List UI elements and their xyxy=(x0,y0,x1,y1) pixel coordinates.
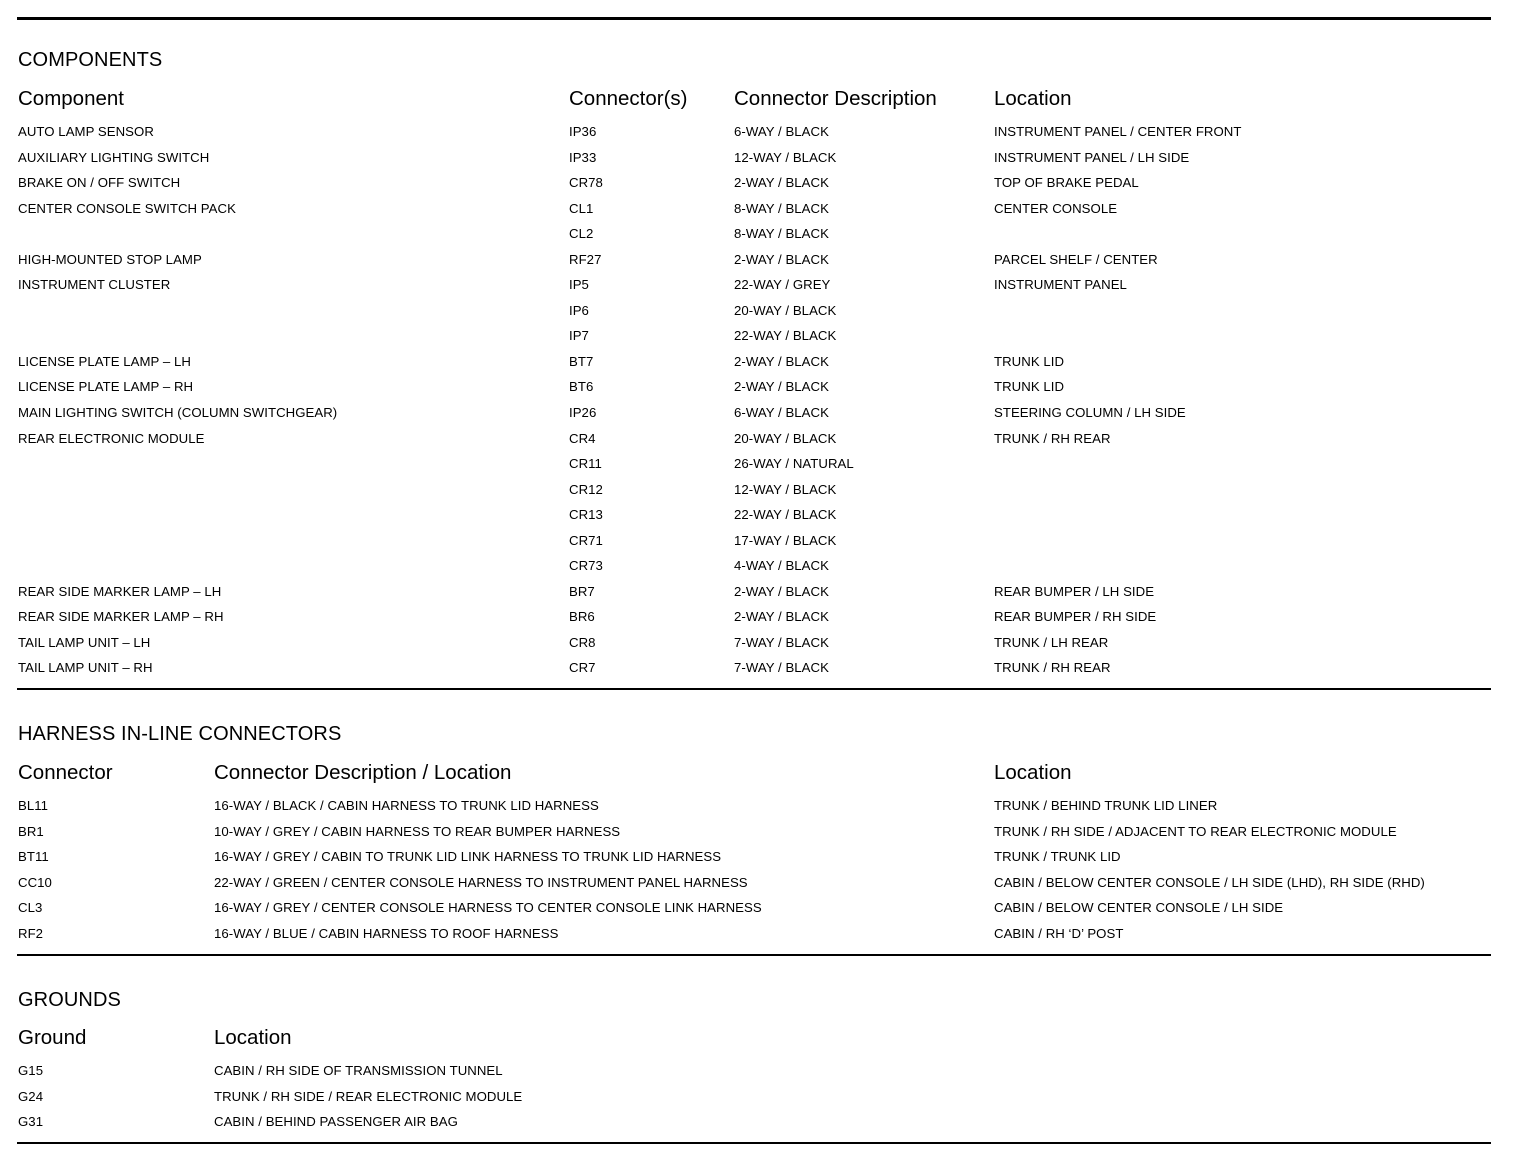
ground-id-cell: G31 xyxy=(18,1114,44,1130)
table-row xyxy=(0,1113,1520,1139)
table-row xyxy=(0,608,1520,634)
connector-id-cell: BT6 xyxy=(569,379,594,395)
table-row xyxy=(0,378,1520,404)
location-cell: TOP OF BRAKE PEDAL xyxy=(994,175,1139,191)
table-row xyxy=(0,506,1520,532)
location-cell: PARCEL SHELF / CENTER xyxy=(994,251,1158,267)
connector-id-cell: BT7 xyxy=(569,353,594,369)
table-row xyxy=(0,276,1520,302)
table-row xyxy=(0,404,1520,430)
connector-description-cell: 16-WAY / BLACK / CABIN HARNESS TO TRUNK LID HARNESS xyxy=(214,798,599,813)
connector-description-cell: 20-WAY / BLACK xyxy=(734,430,837,446)
location-cell: TRUNK LID xyxy=(994,353,1065,369)
table-row xyxy=(0,327,1520,353)
components-table-body xyxy=(0,123,1520,685)
connector-id-cell: CL3 xyxy=(18,900,43,916)
connector-id-cell: CR13 xyxy=(569,507,603,523)
grounds-table-body xyxy=(0,1062,1520,1139)
connector-description-cell: 16-WAY / GREY / CABIN TO TRUNK LID LINK HARNESS TO TRUNK LID HARNESS xyxy=(214,849,722,865)
component-name-cell: BRAKE ON / OFF SWITCH xyxy=(18,175,181,191)
connector-id-cell: CR8 xyxy=(569,634,596,650)
connector-id-cell: CL1 xyxy=(569,200,594,216)
connector-description-cell: 8-WAY / BLACK xyxy=(734,200,829,216)
grounds-header-row xyxy=(0,1025,1520,1051)
table-row xyxy=(0,1088,1520,1114)
location-cell: TRUNK / RH REAR xyxy=(994,660,1111,676)
connector-id-cell: CR7 xyxy=(569,660,596,676)
connector-id-cell: BR7 xyxy=(569,583,595,599)
location-cell: TRUNK / RH SIDE / REAR ELECTRONIC MODULE xyxy=(214,1088,523,1104)
harness-table-body xyxy=(0,797,1520,950)
connector-description-cell: 26-WAY / NATURAL xyxy=(734,456,854,472)
header-connectors: Connector(s) xyxy=(569,87,688,110)
top-rule xyxy=(17,17,1491,20)
connector-id-cell: BT11 xyxy=(18,849,49,865)
connector-description-cell: 2-WAY / BLACK xyxy=(734,583,829,599)
table-row xyxy=(0,123,1520,149)
connector-id-cell: CR11 xyxy=(569,456,602,472)
component-name-cell: REAR SIDE MARKER LAMP – LH xyxy=(18,583,222,599)
table-row xyxy=(0,797,1520,823)
component-name-cell: AUTO LAMP SENSOR xyxy=(18,124,154,139)
table-row xyxy=(0,634,1520,660)
table-row xyxy=(0,353,1520,379)
connector-id-cell: BR1 xyxy=(18,823,44,839)
connector-description-cell: 12-WAY / BLACK xyxy=(734,481,837,497)
connector-description-cell: 4-WAY / BLACK xyxy=(734,558,829,574)
component-name-cell: AUXILIARY LIGHTING SWITCH xyxy=(18,149,210,165)
harness-title: HARNESS IN-LINE CONNECTORS xyxy=(18,723,342,745)
connector-description-cell: 6-WAY / BLACK xyxy=(734,124,829,139)
table-row xyxy=(0,251,1520,277)
table-row xyxy=(0,430,1520,456)
table-row xyxy=(0,225,1520,251)
connector-description-cell: 20-WAY / BLACK xyxy=(734,302,837,318)
connector-id-cell: CC10 xyxy=(18,874,52,890)
connector-id-cell: IP6 xyxy=(569,302,589,318)
connector-description-cell: 2-WAY / BLACK xyxy=(734,609,829,625)
connector-description-cell: 22-WAY / GREY xyxy=(734,277,831,293)
header-connector-description-location: Connector Description / Location xyxy=(214,761,512,784)
connector-description-cell: 22-WAY / BLACK xyxy=(734,507,837,523)
table-row xyxy=(0,557,1520,583)
component-name-cell: MAIN LIGHTING SWITCH (COLUMN SWITCHGEAR) xyxy=(18,405,338,421)
location-cell: CENTER CONSOLE xyxy=(994,200,1118,216)
location-cell: CABIN / RH ‘D’ POST xyxy=(994,925,1124,941)
location-cell: STEERING COLUMN / LH SIDE xyxy=(994,405,1186,421)
table-row xyxy=(0,659,1520,685)
location-cell: INSTRUMENT PANEL xyxy=(994,277,1127,293)
components-title: COMPONENTS xyxy=(18,49,163,71)
connector-id-cell: CR73 xyxy=(569,558,603,574)
connector-description-cell: 10-WAY / GREY / CABIN HARNESS TO REAR BUMPER HARNESS xyxy=(214,823,621,839)
connector-description-cell: 2-WAY / BLACK xyxy=(734,175,829,191)
location-cell: TRUNK / BEHIND TRUNK LID LINER xyxy=(994,798,1218,813)
component-name-cell: TAIL LAMP UNIT – LH xyxy=(18,634,151,650)
table-row xyxy=(0,583,1520,609)
table-row xyxy=(0,302,1520,328)
connector-description-cell: 2-WAY / BLACK xyxy=(734,379,829,395)
connector-id-cell: RF27 xyxy=(569,251,602,267)
table-row xyxy=(0,925,1520,951)
header-location: Location xyxy=(994,87,1072,110)
component-name-cell: LICENSE PLATE LAMP – RH xyxy=(18,379,194,395)
location-cell: CABIN / RH SIDE OF TRANSMISSION TUNNEL xyxy=(214,1063,503,1078)
location-cell: CABIN / BELOW CENTER CONSOLE / LH SIDE xyxy=(994,900,1284,916)
section-divider-2 xyxy=(17,954,1491,956)
connector-description-cell: 17-WAY / BLACK xyxy=(734,532,837,548)
connector-id-cell: BR6 xyxy=(569,609,595,625)
connector-id-cell: CR4 xyxy=(569,430,596,446)
connector-description-cell: 12-WAY / BLACK xyxy=(734,149,837,165)
connector-id-cell: IP33 xyxy=(569,149,597,165)
section-divider-1 xyxy=(17,688,1491,690)
connector-id-cell: IP5 xyxy=(569,277,589,293)
location-cell: REAR BUMPER / LH SIDE xyxy=(994,583,1155,599)
location-cell: TRUNK / LH REAR xyxy=(994,634,1109,650)
connector-description-cell: 6-WAY / BLACK xyxy=(734,405,829,421)
grounds-title: GROUNDS xyxy=(18,989,121,1011)
connector-id-cell: BL11 xyxy=(18,798,49,813)
table-row xyxy=(0,848,1520,874)
component-name-cell: CENTER CONSOLE SWITCH PACK xyxy=(18,200,236,216)
location-cell: REAR BUMPER / RH SIDE xyxy=(994,609,1157,625)
connector-description-cell: 16-WAY / BLUE / CABIN HARNESS TO ROOF HARNESS xyxy=(214,925,559,941)
connector-id-cell: CR78 xyxy=(569,175,603,191)
connector-id-cell: IP7 xyxy=(569,328,589,344)
connector-description-cell: 2-WAY / BLACK xyxy=(734,353,829,369)
table-row xyxy=(0,1062,1520,1088)
location-cell: CABIN / BELOW CENTER CONSOLE / LH SIDE (LHD), RH SIDE (RHD) xyxy=(994,874,1425,890)
header-component: Component xyxy=(18,87,124,110)
component-name-cell: REAR SIDE MARKER LAMP – RH xyxy=(18,609,224,625)
ground-id-cell: G24 xyxy=(18,1088,44,1104)
header-ground-location: Location xyxy=(214,1026,292,1049)
connector-id-cell: IP36 xyxy=(569,124,597,139)
component-name-cell: TAIL LAMP UNIT – RH xyxy=(18,660,153,676)
table-row xyxy=(0,823,1520,849)
connector-id-cell: RF2 xyxy=(18,925,44,941)
table-row xyxy=(0,455,1520,481)
header-ground: Ground xyxy=(18,1026,87,1049)
component-name-cell: REAR ELECTRONIC MODULE xyxy=(18,430,205,446)
table-row xyxy=(0,874,1520,900)
location-cell: TRUNK LID xyxy=(994,379,1065,395)
location-cell: INSTRUMENT PANEL / LH SIDE xyxy=(994,149,1190,165)
location-cell: INSTRUMENT PANEL / CENTER FRONT xyxy=(994,124,1242,139)
ground-id-cell: G15 xyxy=(18,1063,44,1078)
connector-description-cell: 8-WAY / BLACK xyxy=(734,226,829,242)
header-connector: Connector xyxy=(18,761,113,784)
location-cell: CABIN / BEHIND PASSENGER AIR BAG xyxy=(214,1114,458,1130)
connector-description-cell: 22-WAY / BLACK xyxy=(734,328,837,344)
table-row xyxy=(0,200,1520,226)
location-cell: TRUNK / TRUNK LID xyxy=(994,849,1121,865)
location-cell: TRUNK / RH SIDE / ADJACENT TO REAR ELECTRONIC MODULE xyxy=(994,823,1397,839)
table-row xyxy=(0,149,1520,175)
component-name-cell: INSTRUMENT CLUSTER xyxy=(18,277,171,293)
header-connector-description: Connector Description xyxy=(734,87,937,110)
table-row xyxy=(0,481,1520,507)
harness-header-row xyxy=(0,760,1520,786)
connector-description-cell: 2-WAY / BLACK xyxy=(734,251,829,267)
component-name-cell: LICENSE PLATE LAMP – LH xyxy=(18,353,191,369)
connector-description-cell: 16-WAY / GREY / CENTER CONSOLE HARNESS TO CENTER CONSOLE LINK HARNESS xyxy=(214,900,762,916)
components-header-row xyxy=(0,86,1520,112)
location-cell: TRUNK / RH REAR xyxy=(994,430,1111,446)
bottom-rule xyxy=(17,1142,1491,1144)
table-row xyxy=(0,532,1520,558)
component-name-cell: HIGH-MOUNTED STOP LAMP xyxy=(18,251,202,267)
table-row xyxy=(0,899,1520,925)
header-harness-location: Location xyxy=(994,761,1072,784)
connector-id-cell: CR12 xyxy=(569,481,603,497)
connector-id-cell: IP26 xyxy=(569,405,597,421)
connector-description-cell: 7-WAY / BLACK xyxy=(734,660,829,676)
connector-id-cell: CR71 xyxy=(569,532,603,548)
connector-description-cell: 22-WAY / GREEN / CENTER CONSOLE HARNESS TO INSTRUMENT PANEL HARNESS xyxy=(214,874,748,890)
connector-id-cell: CL2 xyxy=(569,226,594,242)
connector-description-cell: 7-WAY / BLACK xyxy=(734,634,829,650)
table-row xyxy=(0,174,1520,200)
